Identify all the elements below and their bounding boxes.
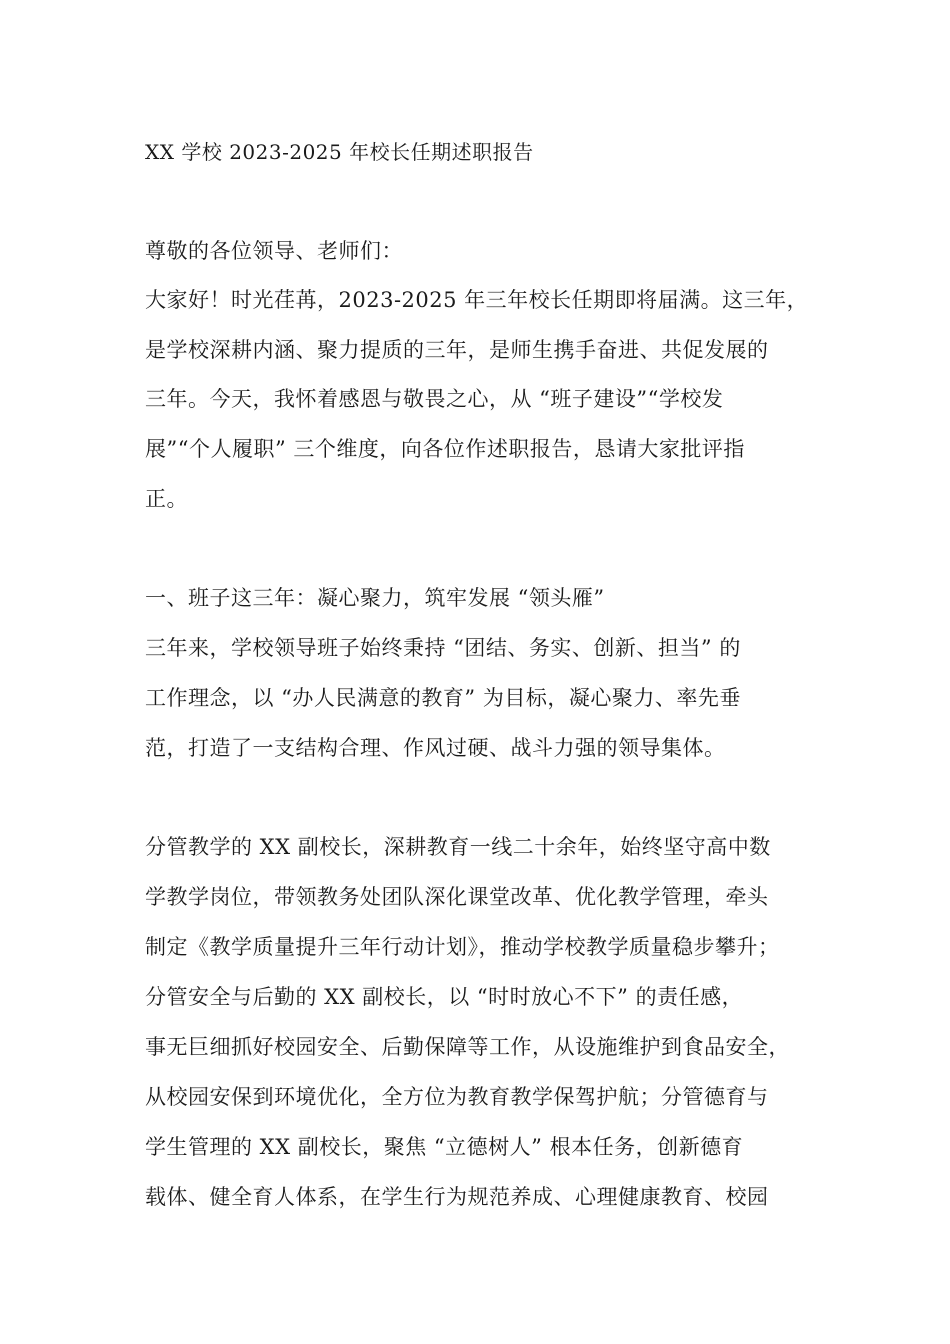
paragraph-line: 从校园安保到环境优化，全方位为教育教学保驾护航；分管德育与 bbox=[145, 1085, 769, 1109]
intro-line: 大家好！时光荏苒，2023-2025 年三年校长任期即将届满。这三年， bbox=[145, 288, 809, 312]
document-title: XX 学校 2023-2025 年校长任期述职报告 bbox=[145, 140, 534, 164]
intro-line: 正。 bbox=[145, 487, 188, 511]
paragraph-line: 分管安全与后勤的 XX 副校长，以 “时时放心不下” 的责任感， bbox=[145, 985, 744, 1009]
paragraph-line: 载体、健全育人体系，在学生行为规范养成、心理健康教育、校园 bbox=[145, 1185, 769, 1209]
paragraph-line: 学教学岗位，带领教务处团队深化课堂改革、优化教学管理，牵头 bbox=[145, 885, 769, 909]
paragraph-line: 学生管理的 XX 副校长，聚焦 “立德树人” 根本任务，创新德育 bbox=[145, 1135, 744, 1159]
paragraph-line: 工作理念，以 “办人民满意的教育” 为目标，凝心聚力、率先垂 bbox=[145, 686, 741, 710]
paragraph-line: 三年来，学校领导班子始终秉持 “团结、务实、创新、担当” 的 bbox=[145, 636, 741, 660]
salutation: 尊敬的各位领导、老师们： bbox=[145, 239, 403, 263]
paragraph-line: 制定《教学质量提升三年行动计划》，推动学校教学质量稳步攀升； bbox=[145, 935, 780, 959]
paragraph-line: 事无巨细抓好校园安全、后勤保障等工作，从设施维护到食品安全， bbox=[145, 1035, 790, 1059]
section-heading: 一、班子这三年：凝心聚力，筑牢发展 “领头雁” bbox=[145, 586, 605, 610]
intro-line: 是学校深耕内涵、聚力提质的三年，是师生携手奋进、共促发展的 bbox=[145, 338, 769, 362]
paragraph-line: 范，打造了一支结构合理、作风过硬、战斗力强的领导集体。 bbox=[145, 736, 726, 760]
paragraph-line: 分管教学的 XX 副校长，深耕教育一线二十余年，始终坚守高中数 bbox=[145, 835, 771, 859]
intro-line: 三年。今天，我怀着感恩与敬畏之心，从 “班子建设”“学校发 bbox=[145, 387, 724, 411]
intro-line: 展”“个人履职” 三个维度，向各位作述职报告，恳请大家批评指 bbox=[145, 437, 745, 461]
